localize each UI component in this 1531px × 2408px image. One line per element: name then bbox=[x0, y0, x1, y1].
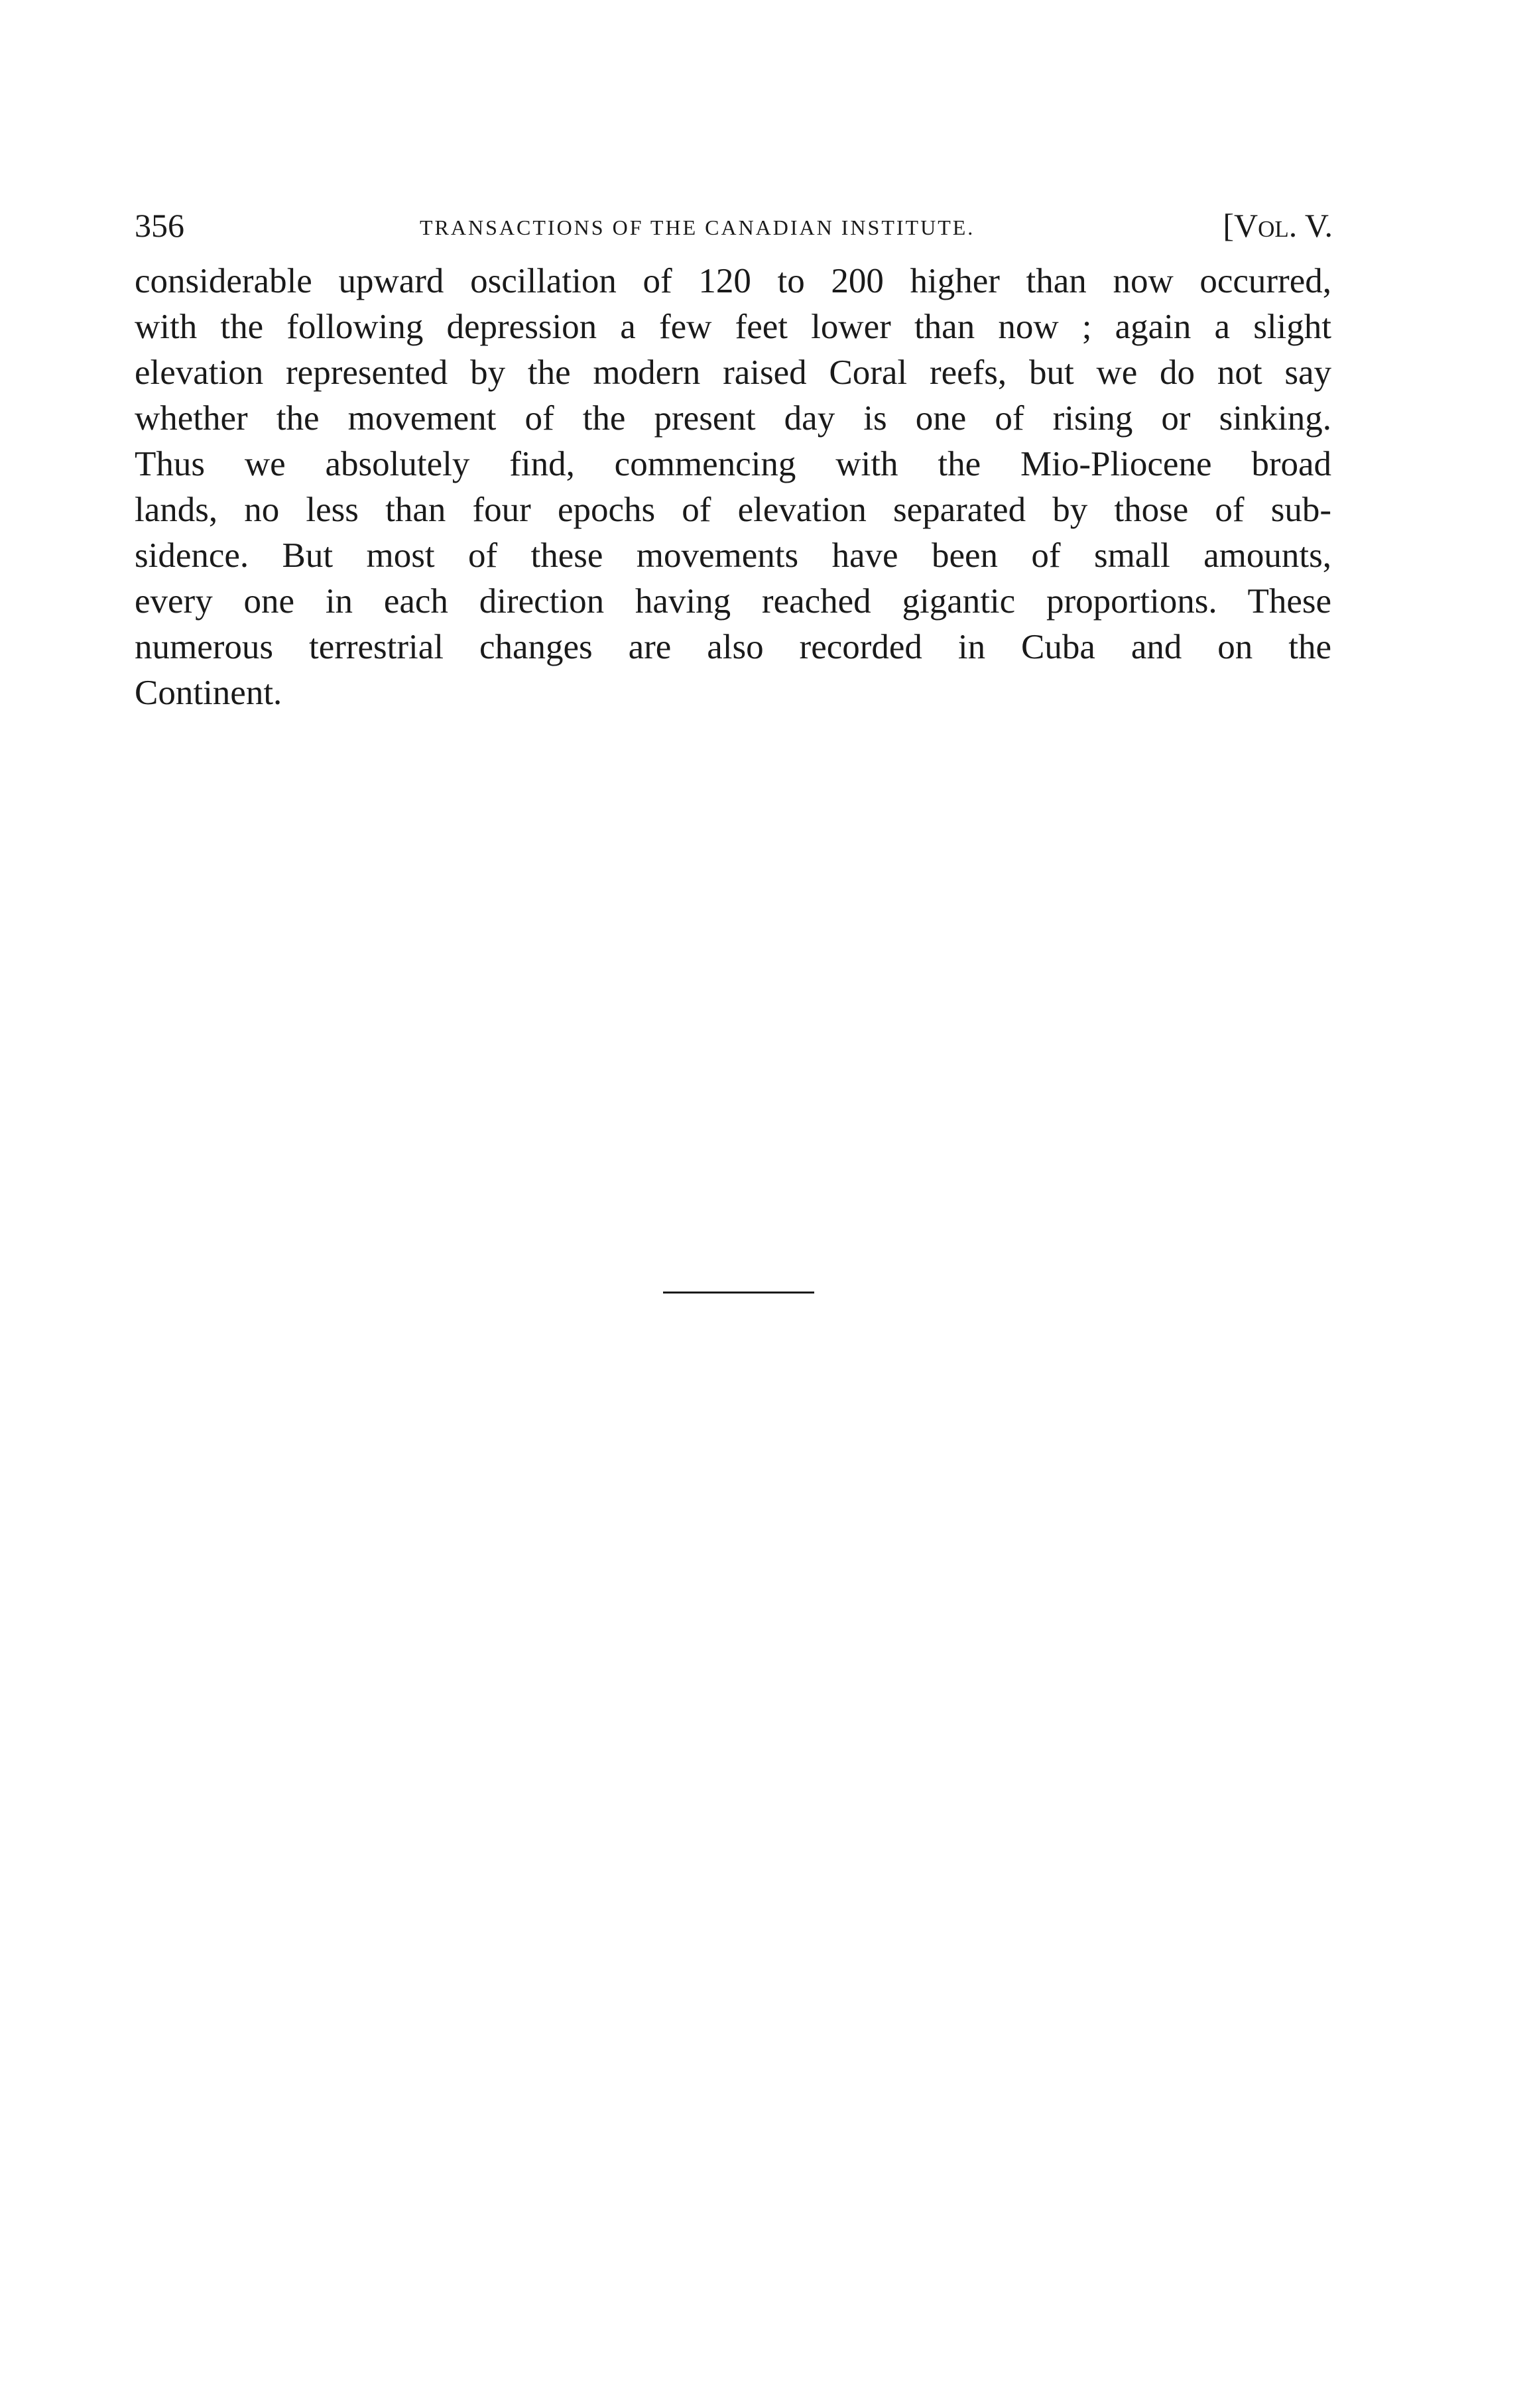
text-line: considerable upward oscillation of 120 to 200 higher than now occurred, bbox=[135, 262, 1331, 300]
volume-label: [Vol. V. bbox=[1223, 207, 1333, 244]
text-line: elevation represented by the modern raised Coral reefs, but we do not say bbox=[135, 353, 1331, 392]
text-line: whether the movement of the present day is one of rising or sinking. bbox=[135, 399, 1331, 438]
journal-title: TRANSACTIONS OF THE CANADIAN INSTITUTE. bbox=[420, 215, 975, 239]
text-line: numerous terrestrial changes are also recorded in Cuba and on the bbox=[135, 628, 1331, 666]
page-number: 356 bbox=[135, 207, 184, 244]
text-line: lands, no less than four epochs of elevation separated by those of sub- bbox=[135, 491, 1331, 529]
text-line: every one in each direction having reached gigantic proportions. These bbox=[135, 582, 1331, 621]
text-line: Thus we absolutely find, commencing with the Mio-Pliocene broad bbox=[135, 445, 1331, 483]
running-head bbox=[135, 199, 1333, 252]
text-line: Continent. bbox=[135, 674, 282, 712]
body-paragraph bbox=[135, 259, 1331, 716]
text-line: with the following depression a few feet lower than now ; again a slight bbox=[135, 308, 1331, 346]
section-end-rule bbox=[663, 1292, 814, 1294]
text-line: sidence. But most of these movements have been of small amounts, bbox=[135, 536, 1331, 575]
